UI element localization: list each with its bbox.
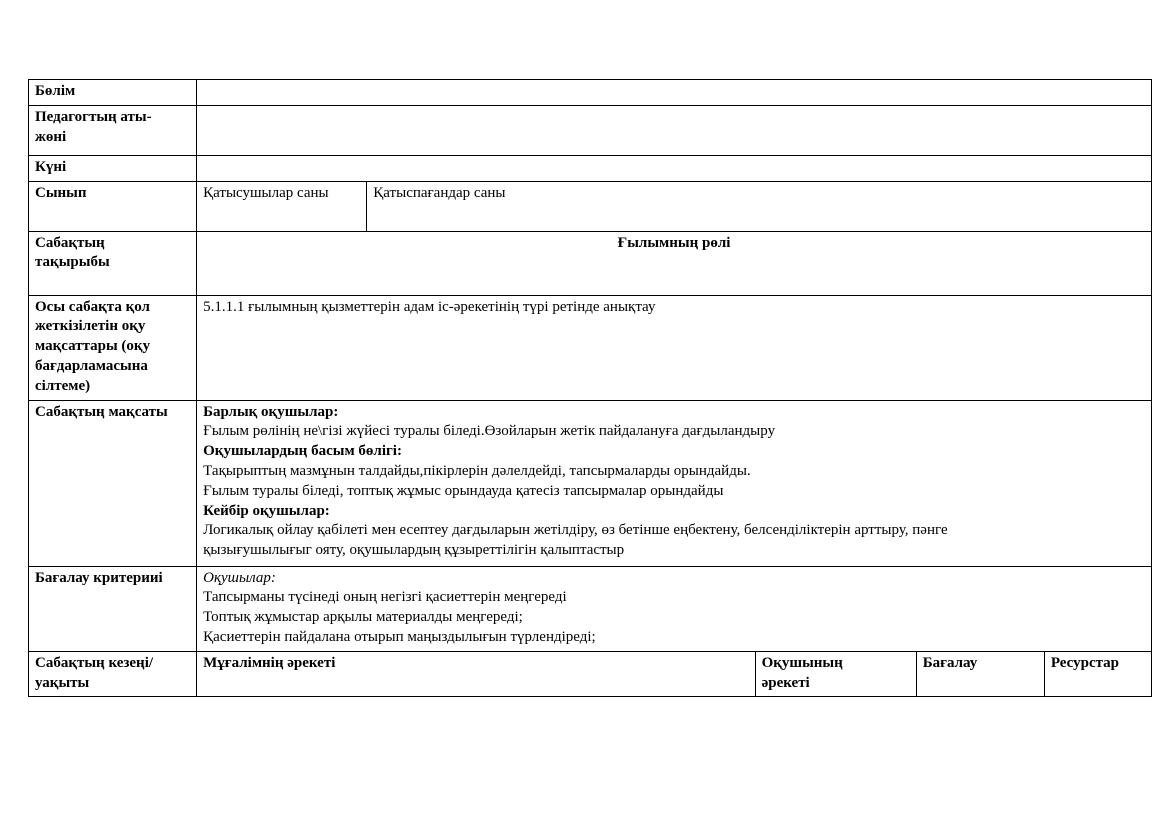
lesson-topic-title: Ғылымның рөлі — [197, 231, 1152, 295]
lesson-plan-table — [28, 79, 1152, 697]
header-student-action — [755, 651, 916, 697]
label-pedagog-line1: Педагогтың аты- — [35, 108, 152, 125]
label-lesson-stage — [29, 651, 197, 697]
label-kuni: Күні — [29, 155, 197, 181]
goal-text-some-students-2: қызығушылығыг ояту, оқушылардың құзыреттілігін қалыптастыр — [203, 542, 625, 559]
goal-text-most-students-2: Ғылым туралы біледі, топтық жұмыс орындауда қатесіз тапсырмалар орындайды — [203, 482, 724, 499]
label-takyryby — [29, 231, 197, 295]
table-row-bolim — [29, 80, 1152, 106]
label-lesson-stage-line2: уақыты — [35, 674, 90, 691]
header-student-action-line1: Оқушының — [761, 654, 843, 671]
label-maksattar-line3: мақсаттары (оқу — [35, 338, 151, 355]
assessment-criteria-cell — [197, 566, 1152, 651]
header-student-action-line2: әрекеті — [761, 674, 810, 691]
value-pedagog[interactable] — [197, 105, 1152, 155]
value-bolim[interactable] — [197, 80, 1152, 106]
label-maksattar-line5: сілтеме) — [35, 377, 91, 394]
label-participants-count: Қатысушылар саны — [197, 181, 367, 231]
label-lesson-stage-line1: Сабақтың кезеңі/ — [35, 654, 154, 671]
label-absent-count: Қатыспағандар саны — [367, 181, 1152, 231]
criteria-head-students: Оқушылар: — [203, 569, 276, 586]
goal-head-all-students: Барлық оқушылар: — [203, 403, 339, 420]
header-teacher-action: Мұғалімнің әрекеті — [197, 651, 755, 697]
label-maksattar-line1: Осы сабақта қол — [35, 298, 150, 315]
label-takyryby-line2: тақырыбы — [35, 254, 110, 271]
table-row-takyryby — [29, 231, 1152, 295]
label-maksattar-line2: жеткізілетін оқу — [35, 318, 146, 335]
table-row-kriterii — [29, 566, 1152, 651]
label-maksattar — [29, 295, 197, 400]
criteria-line-1: Тапсырманы түсінеді оның негізгі қасиеттерін меңгереді — [203, 589, 567, 606]
goal-head-some-students: Кейбір оқушылар: — [203, 502, 330, 519]
table-row-maksattar — [29, 295, 1152, 400]
goal-text-some-students-1: Логикалық ойлау қабілеті мен есептеу дағдыларын жетілдіру, өз бетінше еңбектену, белсенділіктерін арттыру, пәнге — [203, 522, 948, 539]
table-row-stage-header — [29, 651, 1152, 697]
criteria-line-2: Топтық жұмыстар арқылы материалды меңгереді; — [203, 609, 523, 626]
goal-text-most-students-1: Тақырыптың мазмұнын талдайды,пікірлерін дәлелдейді, тапсырмаларды орындайды. — [203, 462, 751, 479]
label-takyryby-line1: Сабақтың — [35, 234, 105, 251]
value-kuni[interactable] — [197, 155, 1152, 181]
label-pedagog — [29, 105, 197, 155]
label-bolim: Бөлім — [29, 80, 197, 106]
label-kriterii: Бағалау критерииі — [29, 566, 197, 651]
label-pedagog-line2: жөні — [35, 128, 67, 145]
goal-text-all-students: Ғылым рөлінің не\гізі жүйесі туралы біледі.Өзойларын жетік пайдалануға дағдыландыру — [203, 423, 776, 440]
goal-head-most-students: Оқушылардың басым бөлігі: — [203, 443, 402, 460]
table-row-pedagog — [29, 105, 1152, 155]
table-row-synyp — [29, 181, 1152, 231]
learning-objective-text: 5.1.1.1 ғылымның қызметтерін адам іс-әрекетінің түрі ретінде анықтау — [197, 295, 1152, 400]
label-maksattar-line4: бағдарламасына — [35, 357, 148, 374]
table-row-maksaty — [29, 400, 1152, 566]
lesson-goals-cell — [197, 400, 1152, 566]
criteria-line-3: Қасиеттерін пайдалана отырып маңыздылығын түрлендіреді; — [203, 628, 596, 645]
header-assessment: Бағалау — [916, 651, 1044, 697]
label-maksaty: Сабақтың мақсаты — [29, 400, 197, 566]
header-resources: Ресурстар — [1044, 651, 1151, 697]
table-row-kuni — [29, 155, 1152, 181]
label-synyp: Сынып — [29, 181, 197, 231]
